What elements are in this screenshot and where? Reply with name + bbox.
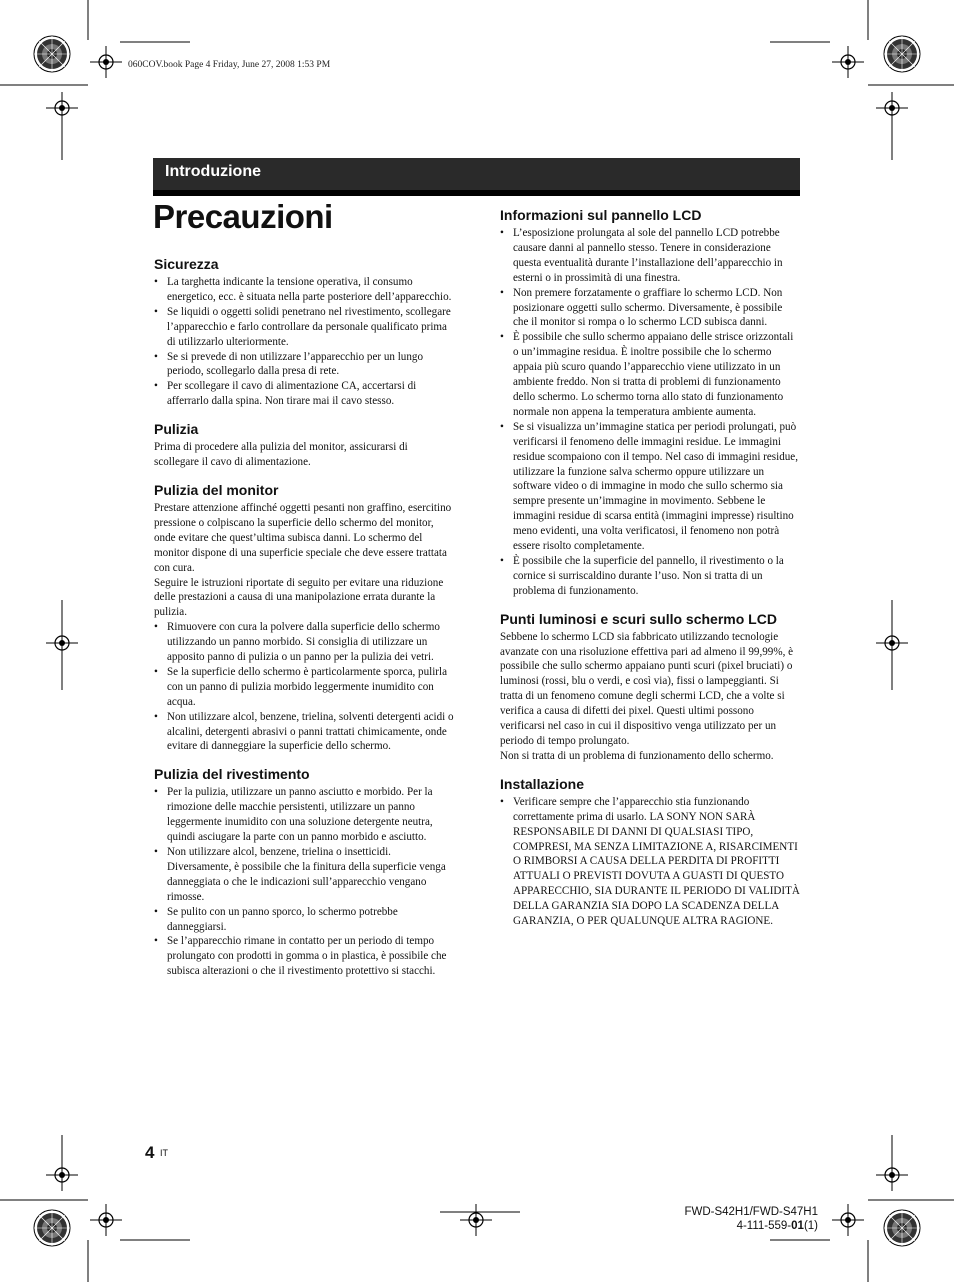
model-name: FWD-S42H1/FWD-S47H1 bbox=[684, 1206, 818, 1218]
section-rule bbox=[153, 190, 800, 196]
section-tab-label: Introduzione bbox=[165, 163, 261, 180]
installazione-list bbox=[500, 795, 800, 929]
pulizia-monitor-p2: Seguire le istruzioni riportate di seguito per evitare una riduzione delle prestazioni a causa di una manipolazione errata durante la pulizia. bbox=[154, 576, 444, 619]
lcd-list bbox=[500, 226, 800, 599]
pulizia-text: Prima di procedere alla pulizia del monitor, assicurarsi di scollegare il cavo di alimentazione. bbox=[154, 441, 408, 469]
right-column bbox=[500, 206, 800, 929]
left-column bbox=[154, 255, 454, 979]
list-item: • Se pulito con un panno sporco, lo schermo potrebbe danneggiarsi. bbox=[154, 905, 454, 935]
list-item: • Se si visualizza un’immagine statica per periodi prolungati, può verificarsi il fenomeno delle immagini residue. Le immagini residue scompaiono con il tempo. Nel caso di immagini residue, utilizzare la funzione salva schermo oppure utilizzare un software video o di immagine in modo che sullo schermo sia sempre presente un’immagine in movimento. Sebbene le immagini residue di scarsa entità (immagini impresse) risultino meno evidenti, una volta verificatosi, il fenomeno non potrà essere risolto completamente. bbox=[500, 420, 800, 554]
list-item: • Per scollegare il cavo di alimentazione CA, accertarsi di afferrarlo dalla spina. Non tirare mai il cavo stesso. bbox=[154, 379, 454, 409]
list-item: • Verificare sempre che l’apparecchio stia funzionando correttamente prima di usarlo. LA SONY NON SARÀ RESPONSABILE DI DANNI DI QUALSIASI TIPO, COMPRESI, MA SENZA LIMITAZIONE A, RISARCIMENTI O RIMBORSI A CAUSA DELLA PERDITA DI PROFITTI ATTUALI O PREVISTI DOVUTA A GUASTI DI QUESTO APPARECCHIO, SIA DURANTE IL PERIODO DI VALIDITÀ DELLA GARANZIA SIA DOPO LA SCADENZA DELLA GARANZIA, O PER QUALUNQUE ALTRA RAGIONE. bbox=[500, 795, 800, 929]
model-code: 4-111-559-01(1) bbox=[736, 1220, 818, 1232]
list-item: • Se si prevede di non utilizzare l’apparecchio per un lungo periodo, scollegarlo dalla presa di rete. bbox=[154, 350, 454, 380]
heading-pulizia-rivestimento: Pulizia del rivestimento bbox=[154, 766, 310, 783]
list-item: • Se la superficie dello schermo è particolarmente sporca, pulirla con un panno di pulizia morbido leggermente inumidito con acqua. bbox=[154, 665, 454, 710]
punti-p1: Sebbene lo schermo LCD sia fabbricato utilizzando tecnologie avanzate con una risoluzione effettiva pari ad almeno il 99,99%, è possibile che sullo schermo appaiano punti scuri (pixel bruciati) o luminosi (rossi, blu o verdi, e così via), fissi o lampeggianti. Si tratta di un fenomeno comune degli schermi LCD, che a volte si verifica a causa di difetti dei pixel. Questi ultimi possono verificarsi nel caso in cui il dispositivo venga utilizzato per un periodo di tempo prolungato. bbox=[500, 630, 794, 747]
page-language: IT bbox=[160, 1148, 168, 1158]
page-number: 4 bbox=[145, 1143, 155, 1162]
pulizia-monitor-p1: Prestare attenzione affinché oggetti pesanti non graffino, esercitino pressione o colpiscano la superficie dello schermo del monitor, onde evitare che quest’ultima subisca danni. Lo schermo del monitor dispone di una superficie speciale che deve essere trattata con cura. bbox=[154, 501, 452, 574]
list-item: • L’esposizione prolungata al sole del pannello LCD potrebbe causare danni al pannello stesso. Tenere in considerazione questa eventualità durante l’installazione dell’apparecchio in esterni o in prossimità di una finestra. bbox=[500, 226, 800, 286]
pulizia-rivestimento-list bbox=[154, 785, 454, 979]
page-title: Precauzioni bbox=[153, 198, 333, 235]
section-tab bbox=[153, 158, 800, 190]
list-item: • Se liquidi o oggetti solidi penetrano nel rivestimento, scollegare l’apparecchio e farlo controllare da personale qualificato prima di utilizzarlo ulteriormente. bbox=[154, 305, 454, 350]
heading-punti: Punti luminosi e scuri sullo schermo LCD bbox=[500, 610, 777, 627]
list-item: • Non premere forzatamente o graffiare lo schermo LCD. Non posizionare oggetti sullo schermo. Diversamente, è possibile che il monitor si rompa o lo schermo LCD subisca danni. bbox=[500, 286, 800, 331]
list-item: • È possibile che la superficie del pannello, il rivestimento o la cornice si surriscaldino durante l’uso. Non si tratta di un problema di funzionamento. bbox=[500, 554, 800, 599]
list-item: • È possibile che sullo schermo appaiano delle strisce orizzontali o un’immagine residua. È inoltre possibile che lo schermo appaia più scuro quando l’apparecchio viene utilizzato in un ambiente freddo. Non si tratta di problemi di funzionamento dello schermo. Lo schermo torna allo stato di funzionamento normale non appena la temperatura ambiente aumenta. bbox=[500, 330, 800, 419]
pulizia-monitor-list bbox=[154, 620, 454, 754]
list-item: • Rimuovere con cura la polvere dalla superficie dello schermo utilizzando un panno morbido. Si consiglia di utilizzare un apposito panno di pulizia o un panno per la pulizia dei vetri. bbox=[154, 620, 454, 665]
list-item: • Se l’apparecchio rimane in contatto per un periodo di tempo prolungato con prodotti in gomma o in plastica, è possibile che subisca alterazioni o che il rivestimento protettivo si stacchi. bbox=[154, 934, 454, 979]
list-item: • Non utilizzare alcol, benzene, trielina o insetticidi. Diversamente, è possibile che la finitura della superficie venga danneggiata o che le indicazioni sull’apparecchio vengano rimosse. bbox=[154, 845, 454, 905]
heading-installazione: Installazione bbox=[500, 775, 585, 792]
print-slug: 060COV.book Page 4 Friday, June 27, 2008 1:53 PM bbox=[128, 60, 331, 70]
list-item: • Non utilizzare alcol, benzene, trielina, solventi detergenti acidi o alcalini, detergenti abrasivi o panni trattati chimicamente, onde evitare di danneggiare la superficie dello schermo. bbox=[154, 710, 454, 755]
list-item: • Per la pulizia, utilizzare un panno asciutto e morbido. Per la rimozione delle macchie persistenti, utilizzare un panno leggermente inumidito con una soluzione detergente neutra, quindi asciugare la parte con un panno morbido e asciutto. bbox=[154, 785, 454, 845]
heading-lcd: Informazioni sul pannello LCD bbox=[500, 207, 702, 223]
heading-pulizia: Pulizia bbox=[154, 421, 199, 438]
list-item: • La targhetta indicante la tensione operativa, il consumo energetico, ecc. è situata nella parte posteriore dell’apparecchio. bbox=[154, 275, 454, 305]
sicurezza-list bbox=[154, 275, 454, 409]
punti-p2: Non si tratta di un problema di funzionamento dello schermo. bbox=[500, 749, 774, 762]
heading-pulizia-monitor: Pulizia del monitor bbox=[154, 481, 279, 498]
model-info bbox=[684, 1205, 818, 1233]
heading-sicurezza: Sicurezza bbox=[154, 256, 219, 272]
